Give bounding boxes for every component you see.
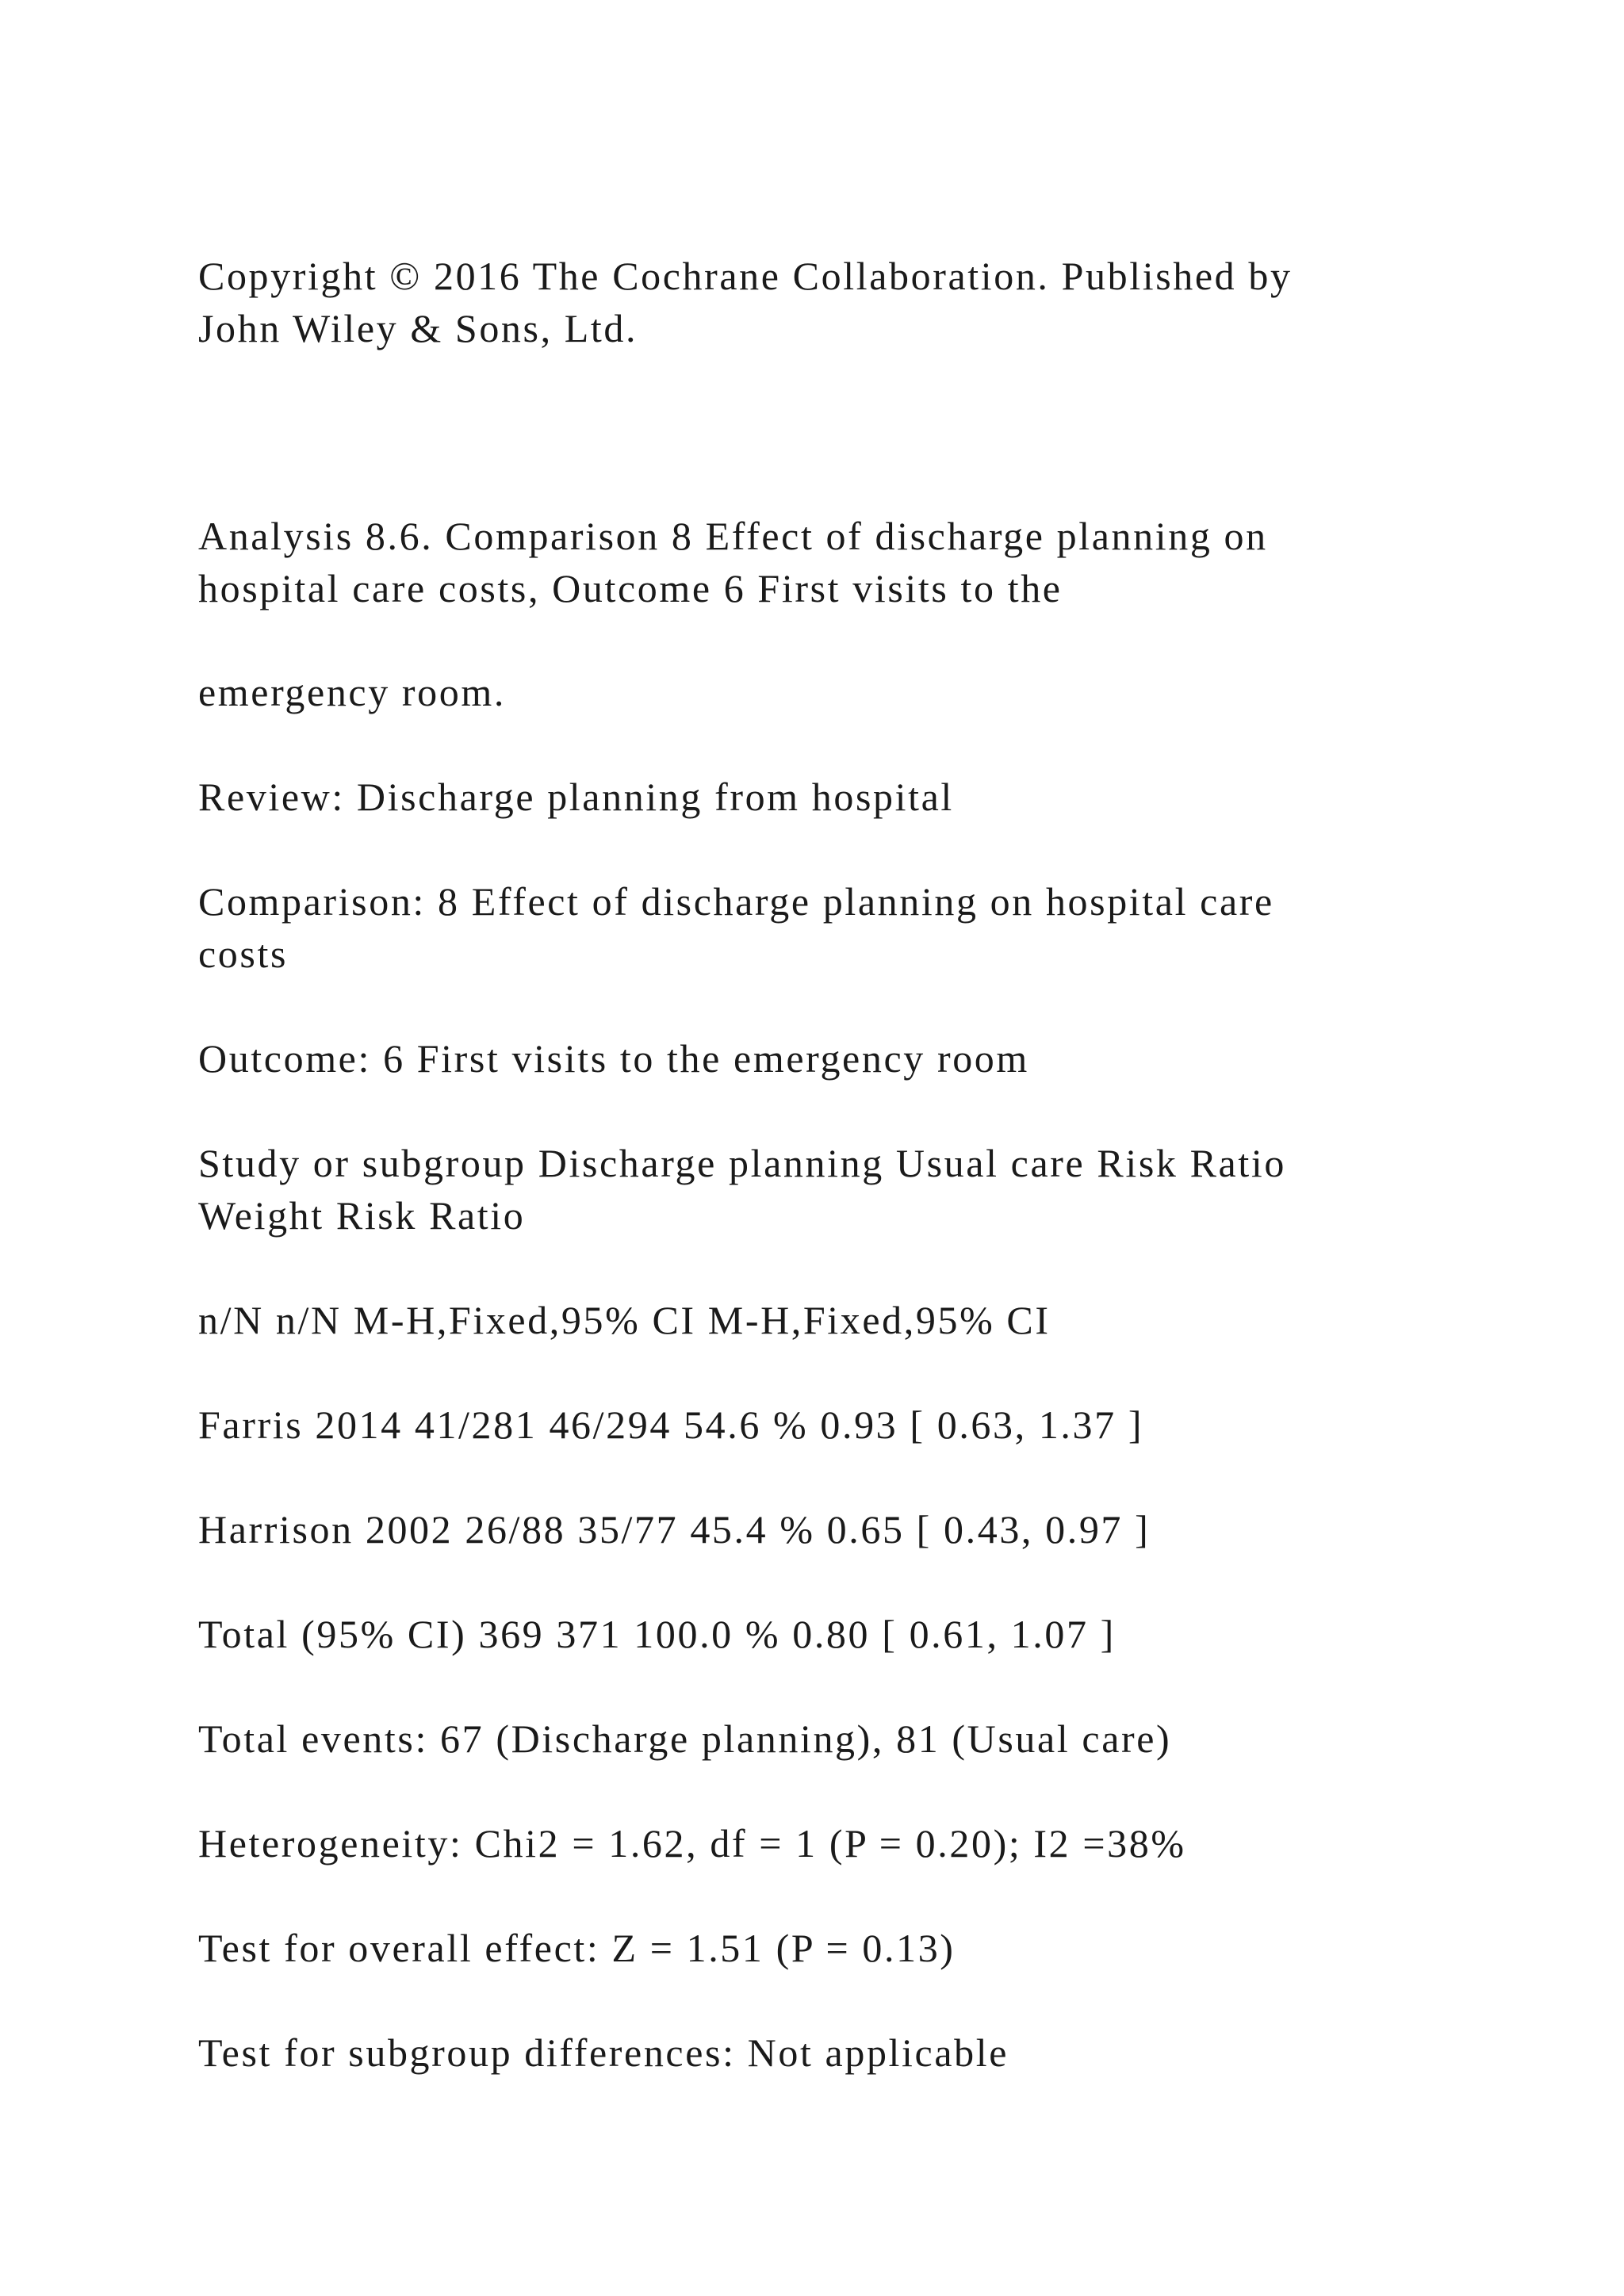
subgroup-differences-line: Test for subgroup differences: Not applicable (198, 2030, 1009, 2075)
table-subheader-line: n/N n/N M-H,Fixed,95% CI M-H,Fixed,95% CI (198, 1298, 1051, 1342)
table-header-line-1: Study or subgroup Discharge planning Usual care Risk Ratio (198, 1141, 1286, 1185)
study-row-harrison: Harrison 2002 26/88 35/77 45.4 % 0.65 [ 0.43, 0.97 ] (198, 1507, 1151, 1552)
copyright-line-2: John Wiley & Sons, Ltd. (198, 306, 638, 350)
analysis-title-line-1: Analysis 8.6. Comparison 8 Effect of discharge planning on (198, 514, 1268, 558)
analysis-title-line-2: hospital care costs, Outcome 6 First visits to the (198, 566, 1063, 610)
overall-effect-line: Test for overall effect: Z = 1.51 (P = 0.13) (198, 1926, 956, 1970)
table-header-line-2: Weight Risk Ratio (198, 1193, 526, 1238)
analysis-title-line-3: emergency room. (198, 670, 506, 714)
study-row-farris: Farris 2014 41/281 46/294 54.6 % 0.93 [ 0.63, 1.37 ] (198, 1402, 1144, 1447)
review-line: Review: Discharge planning from hospital (198, 775, 954, 819)
comparison-line-1: Comparison: 8 Effect of discharge planning on hospital care (198, 879, 1274, 924)
outcome-line: Outcome: 6 First visits to the emergency room (198, 1036, 1029, 1081)
comparison-line-2: costs (198, 932, 288, 976)
heterogeneity-line: Heterogeneity: Chi2 = 1.62, df = 1 (P = 0.20); I2 =38% (198, 1821, 1186, 1866)
total-events-line: Total events: 67 (Discharge planning), 81 (Usual care) (198, 1716, 1172, 1761)
copyright-line-1: Copyright © 2016 The Cochrane Collaboration. Published by (198, 254, 1293, 298)
total-row: Total (95% CI) 369 371 100.0 % 0.80 [ 0.61, 1.07 ] (198, 1612, 1116, 1656)
